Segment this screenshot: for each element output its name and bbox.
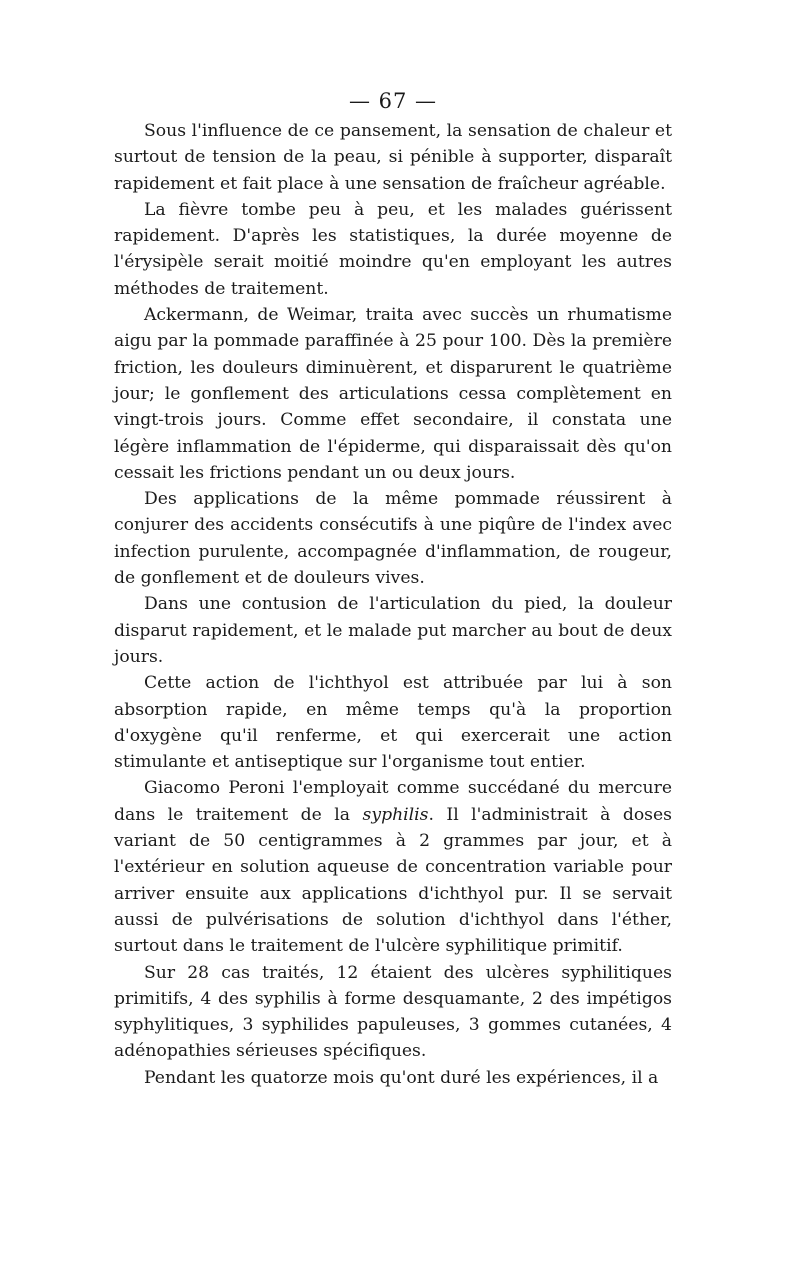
paragraph-ackermann: Ackermann, de Weimar, traita avec succès un rhumatisme aigu par la pommade paraffinée à 25 pour 100. Dès la première friction, les douleurs diminuèrent, et disparurent le quatrième jour; le gonflement des articulations cessa complètement en vingt-trois jours. Comme effet secondaire, il constata une légère inflammation de l'épiderme, qui disparaissait dès qu'on cessait les frictions pendant un ou deux jours. xyxy=(114,305,672,483)
paragraph-foot-contusion: Dans une contusion de l'articulation du pied, la douleur disparut rapidement, et le malade put marcher au bout de deux jours. xyxy=(114,594,672,667)
paragraph-index-infection: Des applications de la même pommade réussirent à conjurer des accidents consécutifs à une piqûre de l'index avec infection purulente, accompagnée d'inflammation, de rougeur, de gonflement et de douleurs vives. xyxy=(114,489,672,589)
book-page xyxy=(114,88,672,1091)
paragraph-cases-28: Sur 28 cas traités, 12 étaient des ulcères syphilitiques primitifs, 4 des syphilis à forme desquamante, 2 des impétigos syphylitiques, 3 syphilides papuleuses, 3 gommes cutanées, 4 adénopathies sérieuses spécifiques. xyxy=(114,962,672,1062)
peroni-italic-term: syphilis xyxy=(362,804,429,825)
peroni-text-before: Giacomo Peroni l'employait comme succédané du mercure dans le traitement de la xyxy=(114,778,672,825)
page-number: — 67 — xyxy=(348,89,438,113)
paragraph-fever-statistics: La fièvre tombe peu à peu, et les malades guérissent rapidement. D'après les statistiques, la durée moyenne de l'érysipèle serait moitié moindre qu'en employant les autres méthodes de traitement. xyxy=(114,199,672,299)
paragraph-peroni xyxy=(114,775,672,959)
paragraph-ichthyol-action: Cette action de l'ichthyol est attribuée par lui à son absorption rapide, en même temps qu'à la proportion d'oxygène qu'il renferme, et qui exercerait une action stimulante et antiseptique sur l'organisme tout entier. xyxy=(114,673,672,773)
paragraph-fourteen-months: Pendant les quatorze mois qu'ont duré les expériences, il a xyxy=(144,1067,659,1088)
paragraph-dressing-effect: Sous l'influence de ce pansement, la sensation de chaleur et surtout de tension de la peau, si pénible à supporter, disparaît rapidement et fait place à une sensation de fraîcheur agréable. xyxy=(114,121,672,194)
peroni-text-after: . Il l'administrait à doses variant de 50 centigrammes à 2 grammes par jour, et à l'extérieur en solution aqueuse de concentration variable pour arriver ensuite aux applications d'ichthyol pur. Il se servait aussi de pulvérisations de solution d'ichthyol dans l'éther, surtout dans le traitement de l'ulcère syphilitique primitif. xyxy=(114,804,672,957)
